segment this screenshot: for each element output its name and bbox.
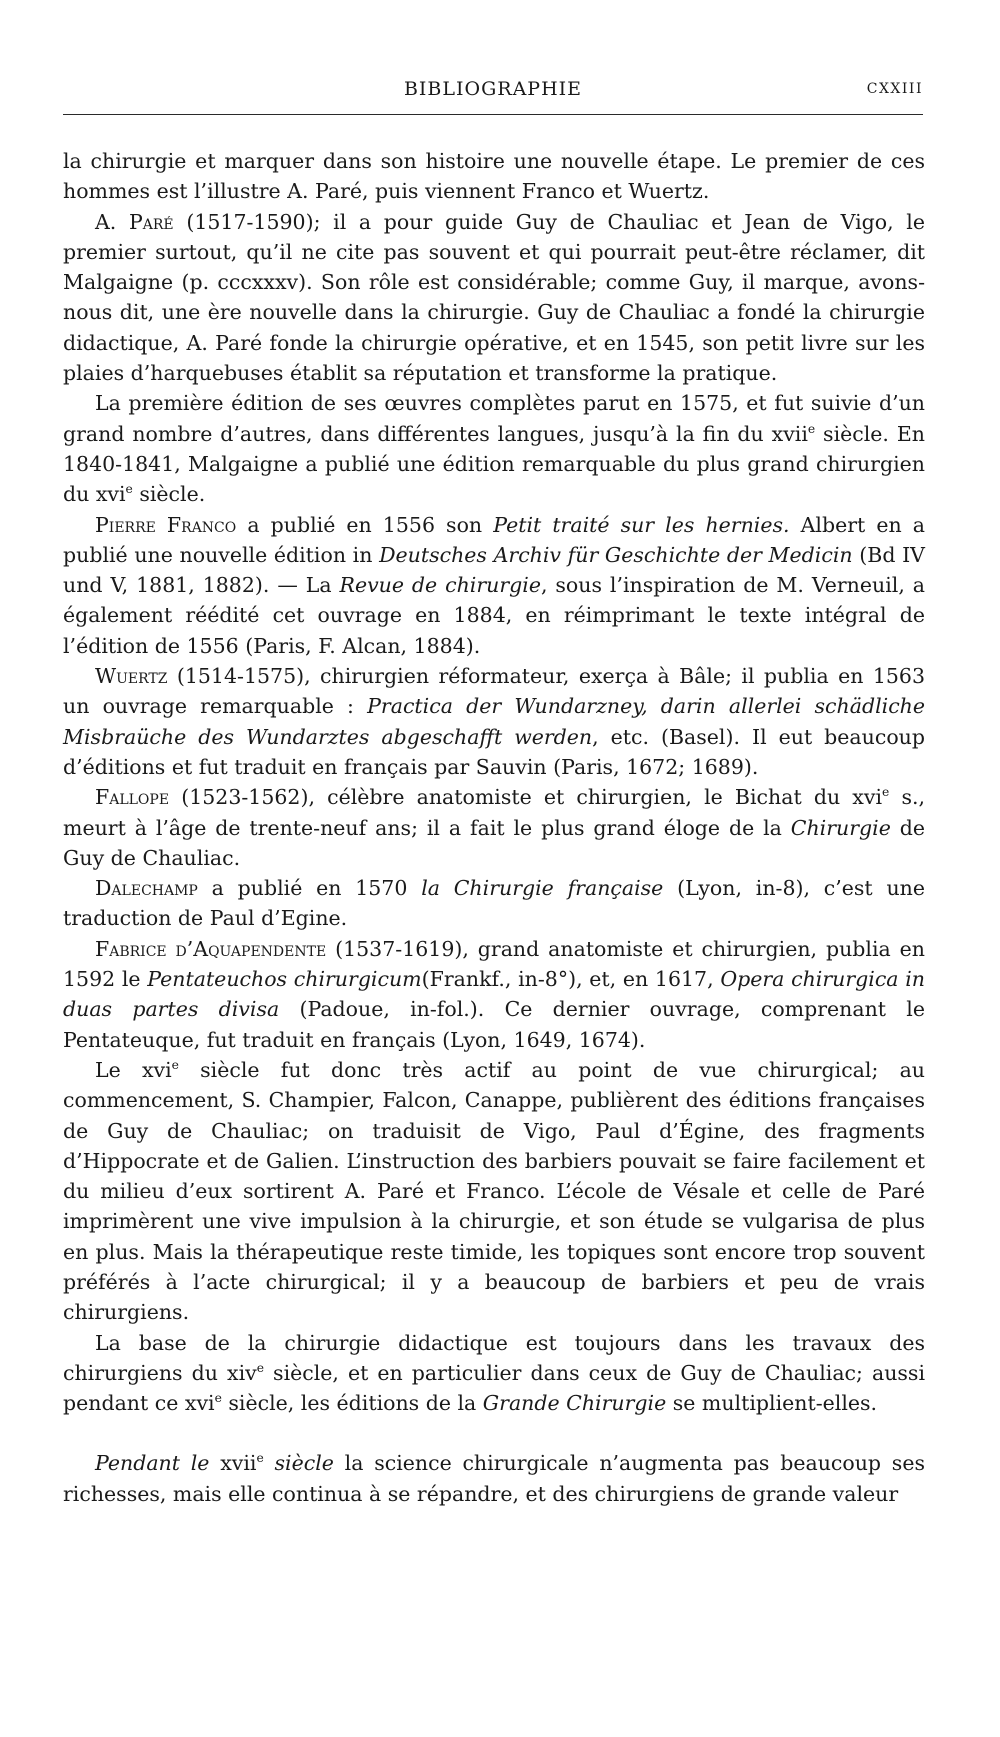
- text-run: , etc. (Basel). Il eut beaucoup d’éditions et fut traduit en français par Sauvin (Paris, 1672; 1689).: [63, 724, 925, 779]
- paragraph: [63, 873, 925, 934]
- text-run: siècle, et en particulier dans ceux de Guy de Chauliac; aussi pendant ce xvi: [63, 1360, 926, 1416]
- paragraph: [63, 782, 925, 873]
- book-title: Practica der Wundarzney, darin allerlei schädliche Misbraüche des Wundarztes abgeschafft werden: [63, 694, 926, 749]
- text-run: se multiplient-elles.: [666, 1391, 878, 1416]
- book-title: la Chirurgie française: [421, 876, 664, 901]
- text-run: siècle fut donc très actif au point de vue chirurgical; au commencement, S. Champier, Falcon, Canappe, publièrent des éditions françaises de Guy de Chauliac; on traduisit de Vigo, Paul d’Égine, des fragments d’Hippocrate et de Galien. L’instruction des barbiers pouvait se faire facilement et du milieu d’eux sortirent A. Paré et Franco. L’école de Vésale et celle de Paré imprimèrent une vive impulsion à la chirurgie, et son étude se vulgarisa de plus en plus. Mais la thérapeutique reste timide, les topiques sont encore trop souvent préférés à l’acte chirurgical; il y a beaucoup de barbiers et peu de vrais chirurgiens.: [63, 1057, 925, 1325]
- emphasis: siècle: [263, 1451, 334, 1476]
- paragraph: [63, 1448, 925, 1509]
- superscript: e: [256, 1451, 264, 1466]
- paragraph: [63, 934, 925, 1055]
- text-run: (Padoue, in-fol.). Ce dernier ouvrage, comprenant le Pentateuque, fut traduit en français (Lyon, 1649, 1674).: [63, 997, 925, 1052]
- superscript: e: [125, 482, 133, 497]
- text-run: (1523-1562), célèbre anatomiste et chirurgien, le Bichat du xvi: [169, 785, 883, 810]
- superscript: e: [171, 1058, 179, 1073]
- book-title: Revue de chirurgie: [339, 573, 541, 598]
- person-name: Pierre Franco: [95, 512, 237, 537]
- person-name: Dalechamp: [95, 876, 198, 901]
- text-run: la chirurgie et marquer dans son histoire une nouvelle étape. Le premier de ces hommes est l’illustre A. Paré, puis viennent Franco et Wuertz.: [63, 149, 925, 204]
- paragraph: [63, 1055, 925, 1328]
- book-title: Petit traité sur les hernies.: [493, 512, 790, 537]
- text-run: de Guy de Chauliac.: [63, 815, 925, 870]
- text-run: (1517-1590); il a pour guide Guy de Chauliac et Jean de Vigo, le premier surtout, qu’il ne cite pas souvent et qui pourrait peut-être réclamer, dit Malgaigne (p. cccxxxv). Son rôle est considérable; comme Guy, il marque, avons-nous dit, une ère nouvelle dans la chirurgie. Guy de Chauliac a fondé la chirurgie didactique, A. Paré fonde la chirurgie opérative, et en 1545, son petit livre sur les plaies d’harquebuses établit sa réputation et transforme la pratique.: [63, 209, 925, 386]
- text-run: xvii: [209, 1451, 257, 1476]
- paragraph: [63, 388, 925, 509]
- person-name: Wuertz: [95, 664, 168, 689]
- person-name: Fabrice d’Aquapendente: [95, 936, 327, 961]
- paragraph: [63, 146, 925, 207]
- superscript: e: [807, 421, 816, 436]
- text-run: siècle. En 1840-1841, Malgaigne a publié une édition remarquable du plus grand chirurgien du xvi: [63, 421, 925, 507]
- text-run: Le xvi: [95, 1057, 172, 1082]
- body-text: [63, 146, 925, 1509]
- text-run: a publié en 1556 son: [236, 512, 494, 537]
- text-run: (1537-1619), grand anatomiste et chirurgien, publia en 1592 le: [63, 936, 925, 992]
- text-run: La première édition de ses œuvres complètes parut en 1575, et fut suivie d’un grand nombre d’autres, dans différentes langues, jusqu’à la fin du xvii: [63, 391, 925, 446]
- superscript: e: [882, 785, 890, 800]
- text-run: s., meurt à l’âge de trente-neuf ans; il a fait le plus grand éloge de la: [63, 785, 925, 840]
- paragraph: [63, 661, 925, 782]
- person-name: Fallope: [95, 785, 170, 810]
- text-run: siècle, les éditions de la: [221, 1391, 483, 1416]
- book-title: Chirurgie: [790, 815, 891, 840]
- text-run: , sous l’inspiration de M. Verneuil, a également réédité cet ouvrage en 1884, en réimprimant le texte intégral de l’édition de 1556 (Paris, F. Alcan, 1884).: [63, 573, 925, 658]
- book-title: Pentateuchos chirurgicum: [147, 967, 422, 992]
- emphasis: Pendant le: [95, 1451, 210, 1476]
- text-run: Albert en a publié une nouvelle édition in: [63, 512, 925, 567]
- paragraph: [63, 510, 925, 661]
- person-name: Paré: [128, 209, 174, 234]
- page-number: CXXIII: [866, 81, 923, 97]
- text-run: la science chirurgicale n’augmenta pas beaucoup ses richesses, mais elle continua à se répandre, et des chirurgiens de grande valeur: [63, 1451, 925, 1506]
- superscript: e: [256, 1361, 264, 1376]
- book-title: Grande Chirurgie: [482, 1391, 667, 1416]
- superscript: e: [214, 1391, 222, 1406]
- text-run: A.: [95, 209, 129, 234]
- paragraph: [63, 1328, 925, 1419]
- paragraph: [63, 207, 925, 389]
- running-head-title: BIBLIOGRAPHIE: [403, 78, 583, 100]
- header-rule: [63, 114, 923, 115]
- text-run: (Frankf., in-8°), et, en 1617,: [421, 967, 721, 992]
- running-head: [63, 78, 923, 112]
- text-run: (Lyon, in-8), c’est une traduction de Paul d’Egine.: [63, 876, 925, 931]
- text-run: a publié en 1570: [197, 876, 422, 901]
- text-run: (1514-1575), chirurgien réformateur, exerça à Bâle; il publia en 1563 un ouvrage remarquable :: [63, 664, 925, 719]
- book-title: Deutsches Archiv für Geschichte der Medicin: [379, 542, 853, 567]
- text-run: La base de la chirurgie didactique est toujours dans les travaux des chirurgiens du xiv: [63, 1330, 925, 1385]
- text-run: (Bd IV und V, 1881, 1882). — La: [63, 542, 925, 598]
- text-run: siècle.: [132, 482, 206, 507]
- book-title: Opera chirurgica in duas partes divisa: [63, 967, 925, 1022]
